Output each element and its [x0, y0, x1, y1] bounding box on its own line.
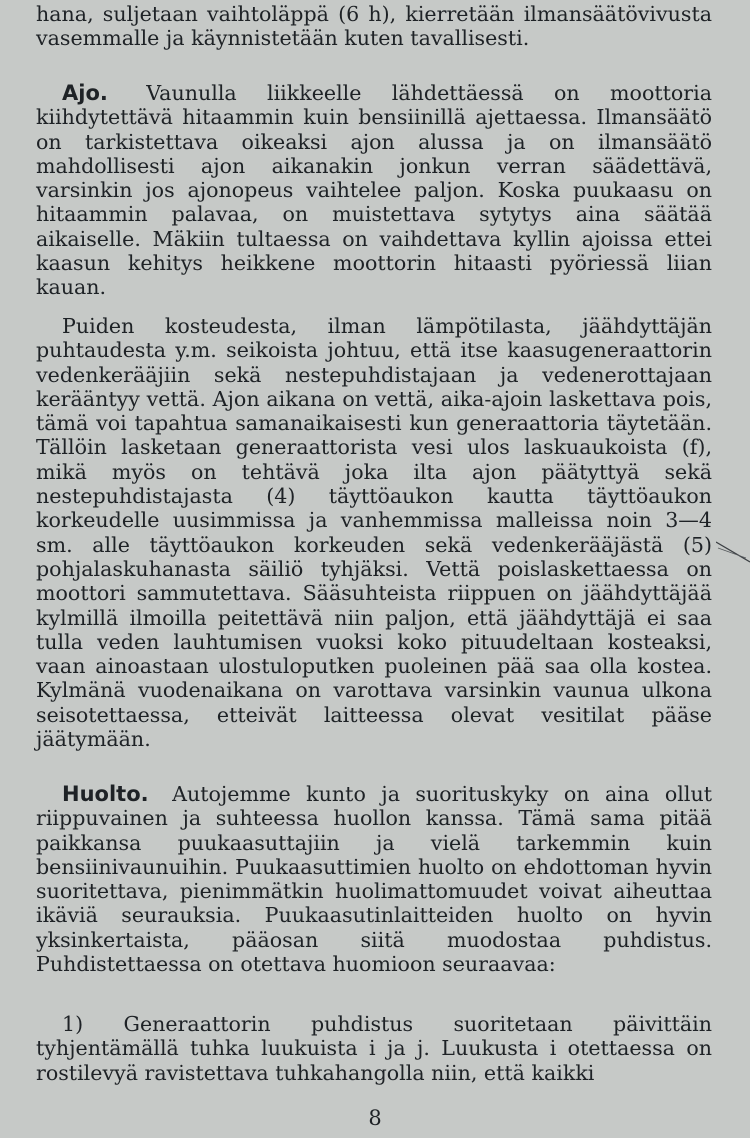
section-heading-ajo: Ajo.	[62, 81, 108, 105]
paragraph-moisture: Puiden kosteudesta, ilman lämpötilasta, jäähdyttäjän puhtaudesta y.m. seikoista johtuu, että itse kaasugeneraattorin vedenkerääjiin sekä nestepuhdistajaan ja vedenerottajaan kerääntyy vettä. Ajon aikana on vettä, aika-ajoin laskettava pois, tämä voi tapahtua samanaikaisesti kun generaattoria täytetään. Tällöin lasketaan generaattorista vesi ulos laskuaukoista (f), mikä myös on tehtävä joka ilta ajon päätyttyä sekä nestepuhdistajasta (4) täyttöaukon kautta täyttöaukon korkeudelle uusimmissa ja vanhemmissa malleissa noin 3—4 sm. alle täyttöaukon korkeuden sekä vedenkerääjästä (5) pohjalaskuhanasta säiliö tyhjäksi. Vettä poislaskettaessa on moottori sammutettava. Sääsuhteista riippuen on jäähdyttäjää kylmillä ilmoilla peitettävä niin paljon, että jäähdyttäjä ei saa tulla veden lauhtumisen vuoksi koko pituudeltaan kosteaksi, vaan ainoastaan ulostuloputken puoleinen pää saa olla kostea. Kylmänä vuodenaikana on varottava varsinkin vaunua ulkona seisotettaessa, etteivät laitteessa olevat vesitilat pääse jäätymään.	[36, 314, 712, 752]
paragraph-huolto	[36, 782, 712, 976]
section-heading-huolto: Huolto.	[62, 782, 149, 806]
page-number: 8	[368, 1106, 382, 1130]
section-ajo	[36, 81, 712, 300]
text-column-list	[36, 1012, 712, 1085]
text-column-top	[36, 2, 712, 51]
section-text-ajo: Vaunulla liikkeelle lähdettäessä on moottoria kiihdytettävä hitaammin kuin bensiinillä ajettaessa. Ilmansäätö on tarkistettava oikeaksi ajon alussa ja on ilmansäätö mahdollisesti ajon aikanakin jonkun verran säädettävä, varsinkin jos ajonopeus vaihtelee paljon. Koska puukaasu on hitaammin palavaa, on muistettava sytytys aina säätää aikaiselle. Mäkiin tultaessa on vaihdettava kyllin ajoissa ettei kaasun kehitys heikkene moottorin hitaasti pyöriessä liian kauan.	[36, 81, 712, 300]
list-item-1: 1) Generaattorin puhdistus suoritetaan päivittäin tyhjentämällä tuhka luukuista i ja j. Luukusta i otettaessa on rostilevyä ravistettava tuhkahangolla niin, että kaikki	[36, 1012, 712, 1085]
section-huolto	[36, 782, 712, 976]
paragraph-ajo	[36, 81, 712, 300]
scan-fold-mark	[716, 540, 750, 564]
paragraph-continuation: hana, suljetaan vaihtoläppä (6 h), kierretään ilmansäätövivusta vasemmalle ja käynnistetään kuten tavallisesti.	[36, 2, 712, 51]
text-column-moisture	[36, 314, 712, 751]
section-text-huolto: Autojemme kunto ja suorituskyky on aina ollut riippuvainen ja suhteessa huollon kanssa. Tämä sama pitää paikkansa puukaasuttajiin ja vielä tarkemmin kuin bensiinivaunuihin. Puukaasuttimien huolto on ehdottoman hyvin suoritettava, pienimmätkin huolimattomuudet voivat aiheuttaa ikäviä seurauksia. Puukaasutinlaitteiden huolto on hyvin yksinkertaista, pääosan siitä muodostaa puhdistus. Puhdistettaessa on otettava huomioon seuraavaa:	[36, 782, 712, 977]
